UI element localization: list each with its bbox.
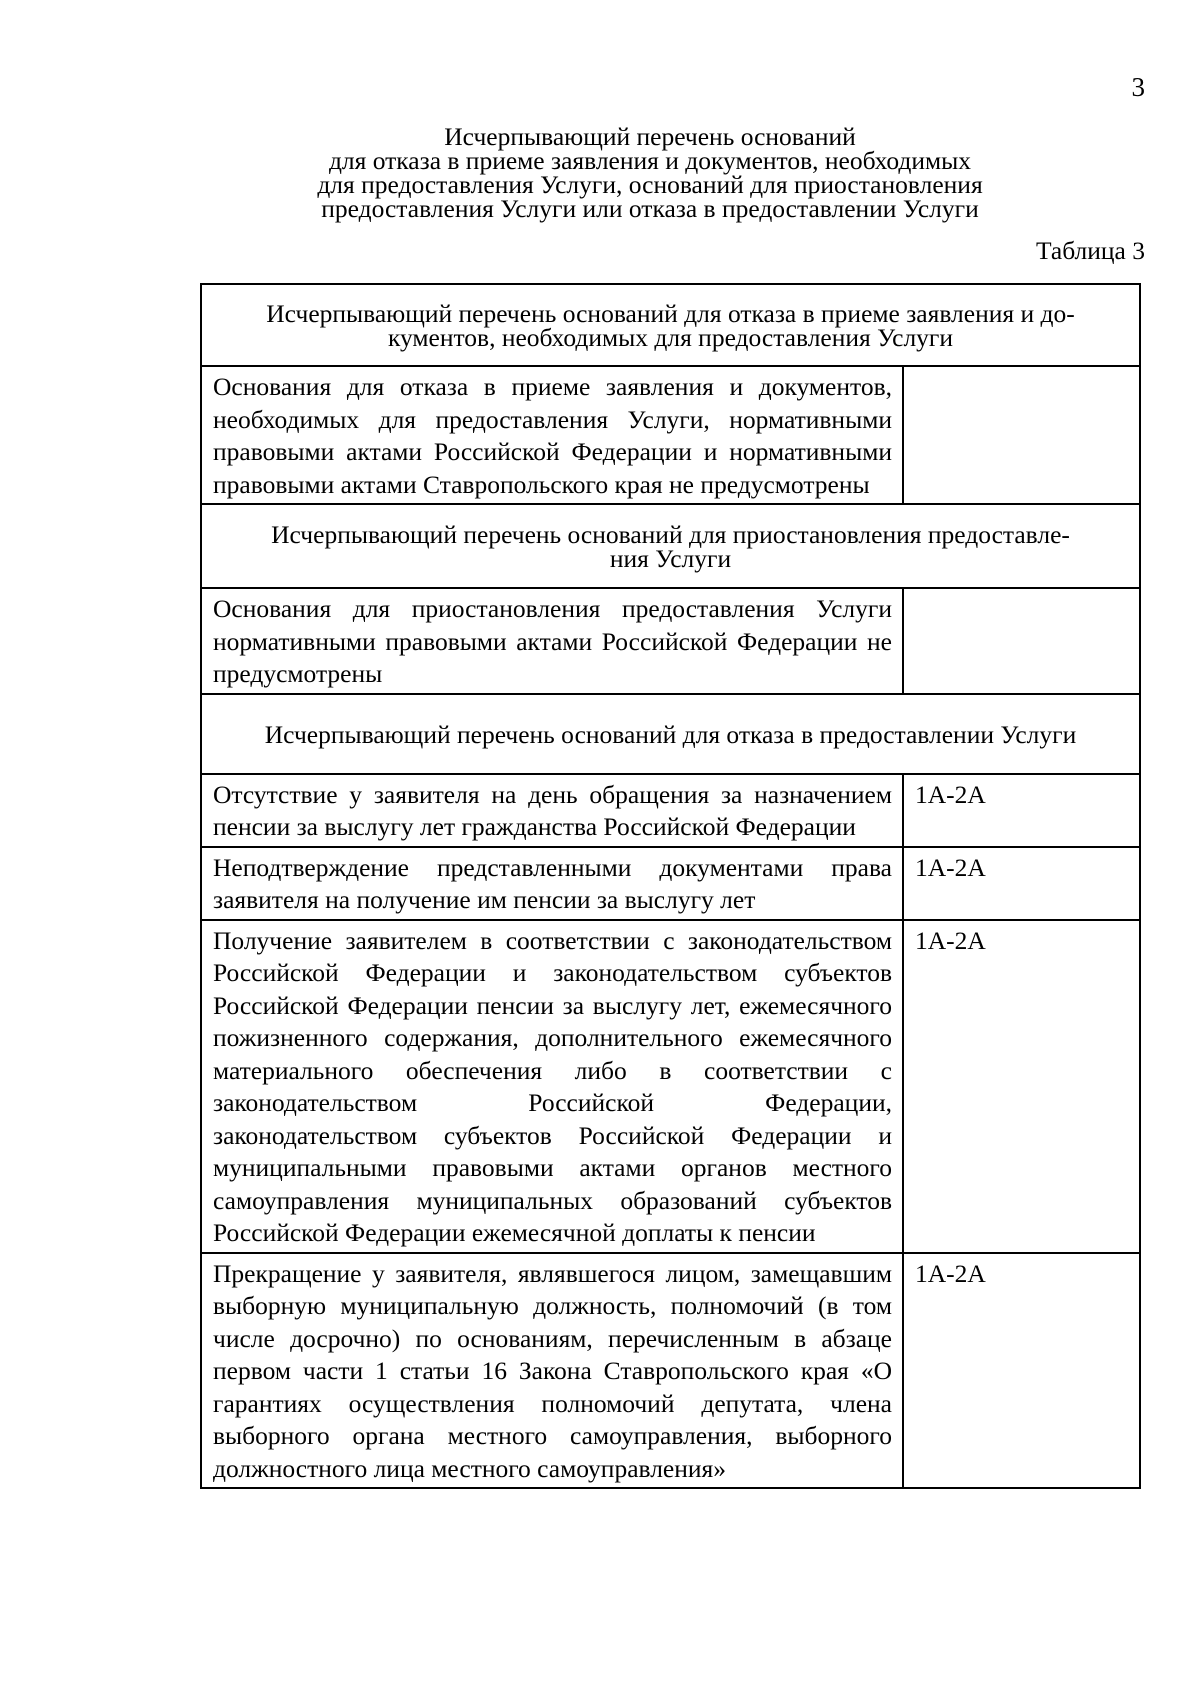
table-row (201, 920, 1140, 1253)
table-row (201, 1253, 1140, 1489)
section-heading-row (201, 504, 1140, 588)
document-title-line: Исчерпывающий перечень оснований (444, 122, 856, 151)
ground-code (903, 588, 1140, 694)
ground-code: 1А-2А (903, 920, 1140, 1253)
ground-text: Отсутствие у заявителя на день обращения за назначением пенсии за выслугу лет гражданства Российской Федерации (201, 774, 903, 847)
table-row (201, 366, 1140, 504)
grounds-table (200, 283, 1141, 1489)
document-title-line: для отказа в приеме заявления и документов, необходимых (328, 146, 972, 175)
section-heading-row (201, 284, 1140, 366)
table-caption: Таблица 3 (1035, 236, 1145, 265)
section-heading-line: кументов, необходимых для предоставления Услуги (387, 323, 954, 352)
table-row (201, 774, 1140, 847)
table-row (201, 588, 1140, 694)
section-heading-line: Исчерпывающий перечень оснований для отказа в приеме заявления и до- (266, 299, 1075, 328)
ground-code: 1А-2А (903, 774, 1140, 847)
ground-text: Прекращение у заявителя, являвшегося лицом, замещавшим выборную муниципальную должность, полномочий (в том числе досрочно) по основаниям, перечисленным в абзаце первом части 1 статьи 16 Закона Ставропольского края «О гарантиях осуществления полномочий депутата, члена выборного органа местного самоуправления, выборного должностного лица местного самоуправления» (201, 1253, 903, 1489)
ground-text: Основания для отказа в приеме заявления и документов, необходимых для предоставления Услуги, нормативными правовыми актами Российской Федерации и нормативными правовыми актами Ставропольского края не предусмотрены (201, 366, 903, 504)
section-heading-row (201, 694, 1140, 774)
table-row (201, 847, 1140, 920)
section-heading (201, 694, 1140, 774)
section-heading-line: ния Услуги (609, 544, 732, 573)
section-heading-line: Исчерпывающий перечень оснований для отказа в предоставлении Услуги (264, 719, 1077, 749)
ground-code: 1А-2А (903, 847, 1140, 920)
ground-code (903, 366, 1140, 504)
document-title-line: предоставления Услуги или отказа в предоставлении Услуги (321, 194, 979, 223)
page-number: 3 (1131, 72, 1145, 102)
document-title (200, 122, 1100, 223)
section-heading-line: Исчерпывающий перечень оснований для приостановления предоставле- (271, 520, 1070, 549)
ground-code: 1А-2А (903, 1253, 1140, 1489)
section-heading (201, 504, 1140, 588)
document-title-line: для предоставления Услуги, оснований для приостановления (317, 170, 983, 199)
ground-text: Неподтверждение представленными документами права заявителя на получение им пенсии за выслугу лет (201, 847, 903, 920)
ground-text: Основания для приостановления предоставления Услуги нормативными правовыми актами Российской Федерации не предусмотрены (201, 588, 903, 694)
ground-text: Получение заявителем в соответствии с законодательством Российской Федерации и законодательством субъектов Российской Федерации пенсии за выслугу лет, ежемесячного пожизненного содержания, дополнительного ежемесячного материального обеспечения либо в соответствии с законодательством Российской Федерации, законодательством субъектов Российской Федерации и муниципальными правовыми актами органов местного самоуправления муниципальных образований субъектов Российской Федерации ежемесячной доплаты к пенсии (201, 920, 903, 1253)
section-heading (201, 284, 1140, 366)
